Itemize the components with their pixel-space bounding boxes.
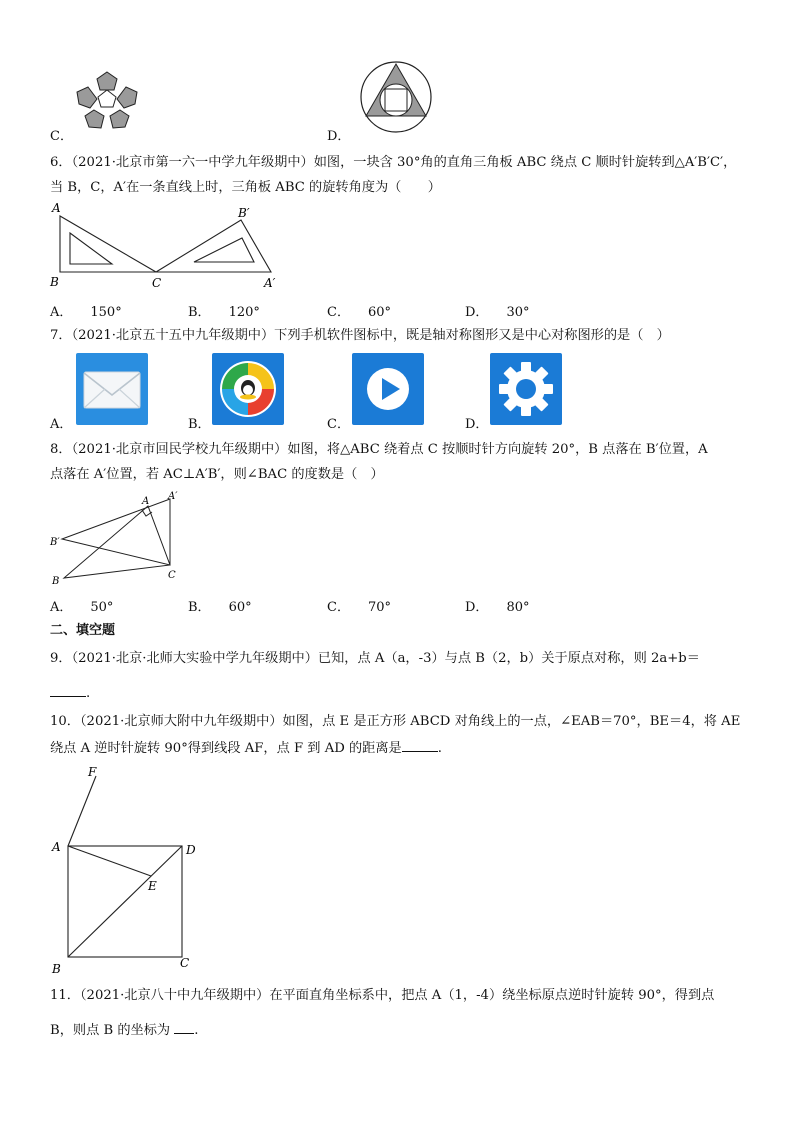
q6-label-a-prime: A′ — [264, 276, 276, 290]
q8-label-a: A — [142, 496, 150, 507]
q10-answer-blank[interactable] — [402, 739, 438, 752]
q10-stem-line2: 绕点 A 逆时针旋转 90°得到线段 AF，点 F 到 AD 的距离是 . — [50, 741, 442, 756]
q8-option-b: B． 60° — [188, 600, 252, 615]
q10-square-figure — [48, 762, 208, 978]
q6-option-c: C． 60° — [327, 305, 391, 320]
q6-triangle-rotation-figure — [46, 200, 296, 292]
section-fill-in-heading: 二、填空题 — [50, 623, 116, 638]
q10-label-b: B — [52, 962, 61, 976]
q7-option-d-label: D． — [465, 417, 489, 432]
q8-label-a-prime: A′ — [168, 491, 178, 502]
q11-stem-line2: B，则点 B 的坐标为 . — [50, 1023, 199, 1038]
q10-label-e: E — [148, 879, 157, 893]
pentagon-flower-figure — [74, 70, 140, 130]
q9-answer-line: . — [50, 684, 90, 703]
q6-option-b: B． 120° — [188, 305, 260, 320]
qq-browser-icon — [212, 353, 284, 425]
q8-label-b: B — [52, 576, 60, 587]
q5-option-d-label: D． — [327, 129, 351, 144]
q5-option-c-label: C． — [50, 129, 73, 144]
q7-option-c-label: C． — [327, 417, 350, 432]
q9-stem-line1: 9．（2021·北京·北师大实验中学九年级期中）已知，点 A（a，-3）与点 B（2，b）关于原点对称，则 2a+b＝ — [50, 651, 700, 666]
q10-label-d: D — [186, 843, 196, 857]
q10-label-f: F — [88, 765, 97, 779]
q7-option-b-label: B． — [188, 417, 211, 432]
q6-option-d: D． 30° — [465, 305, 530, 320]
circle-triangle-square-figure — [358, 60, 434, 134]
q8-stem-line1: 8．（2021·北京市回民学校九年级期中）如图，将△ABC 绕着点 C 按顺时针方向旋转 20°，B 点落在 B′位置，A — [50, 442, 708, 457]
q7-option-a-label: A． — [50, 417, 73, 432]
mail-icon — [76, 353, 148, 425]
q6-label-b-prime: B′ — [238, 206, 250, 220]
q11-answer-blank[interactable] — [174, 1021, 194, 1034]
q8-option-d: D． 80° — [465, 600, 530, 615]
q6-label-c: C — [152, 276, 162, 290]
q10-stem-line1: 10．（2021·北京师大附中九年级期中）如图，点 E 是正方形 ABCD 对角线上的一点，∠EAB＝70°，BE＝4，将 AE — [50, 714, 741, 729]
q8-label-b-prime: B′ — [50, 537, 60, 548]
q6-label-b: B — [50, 275, 59, 289]
q9-answer-blank[interactable] — [50, 684, 86, 697]
q11-stem-line1: 11．（2021·北京八十中九年级期中）在平面直角坐标系中，把点 A（1，-4）绕坐标原点逆时针旋转 90°，得到点 — [50, 988, 715, 1003]
q8-option-c: C． 70° — [327, 600, 391, 615]
q6-option-a: A． 150° — [50, 305, 122, 320]
q8-label-c: C — [168, 570, 176, 581]
play-icon — [352, 353, 424, 425]
q10-label-c: C — [180, 956, 190, 970]
q7-stem-line1: 7．（2021·北京五十五中九年级期中）下列手机软件图标中，既是轴对称图形又是中心对称图形的是（ ） — [50, 328, 670, 343]
q8-stem-line2: 点落在 A′位置，若 AC⊥A′B′，则∠BAC 的度数是（ ） — [50, 467, 384, 482]
q10-label-a: A — [52, 840, 61, 854]
q8-rotated-triangle-figure — [46, 488, 196, 588]
gear-icon — [490, 353, 562, 425]
q8-option-a: A． 50° — [50, 600, 114, 615]
q6-label-a: A — [52, 201, 61, 215]
q6-stem-line1: 6．（2021·北京市第一六一中学九年级期中）如图，一块含 30°角的直角三角板 ABC 绕点 C 顺时针旋转到△A′B′C′， — [50, 155, 737, 170]
q6-stem-line2: 当 B，C，A′在一条直线上时，三角板 ABC 的旋转角度为（ ） — [50, 180, 441, 195]
